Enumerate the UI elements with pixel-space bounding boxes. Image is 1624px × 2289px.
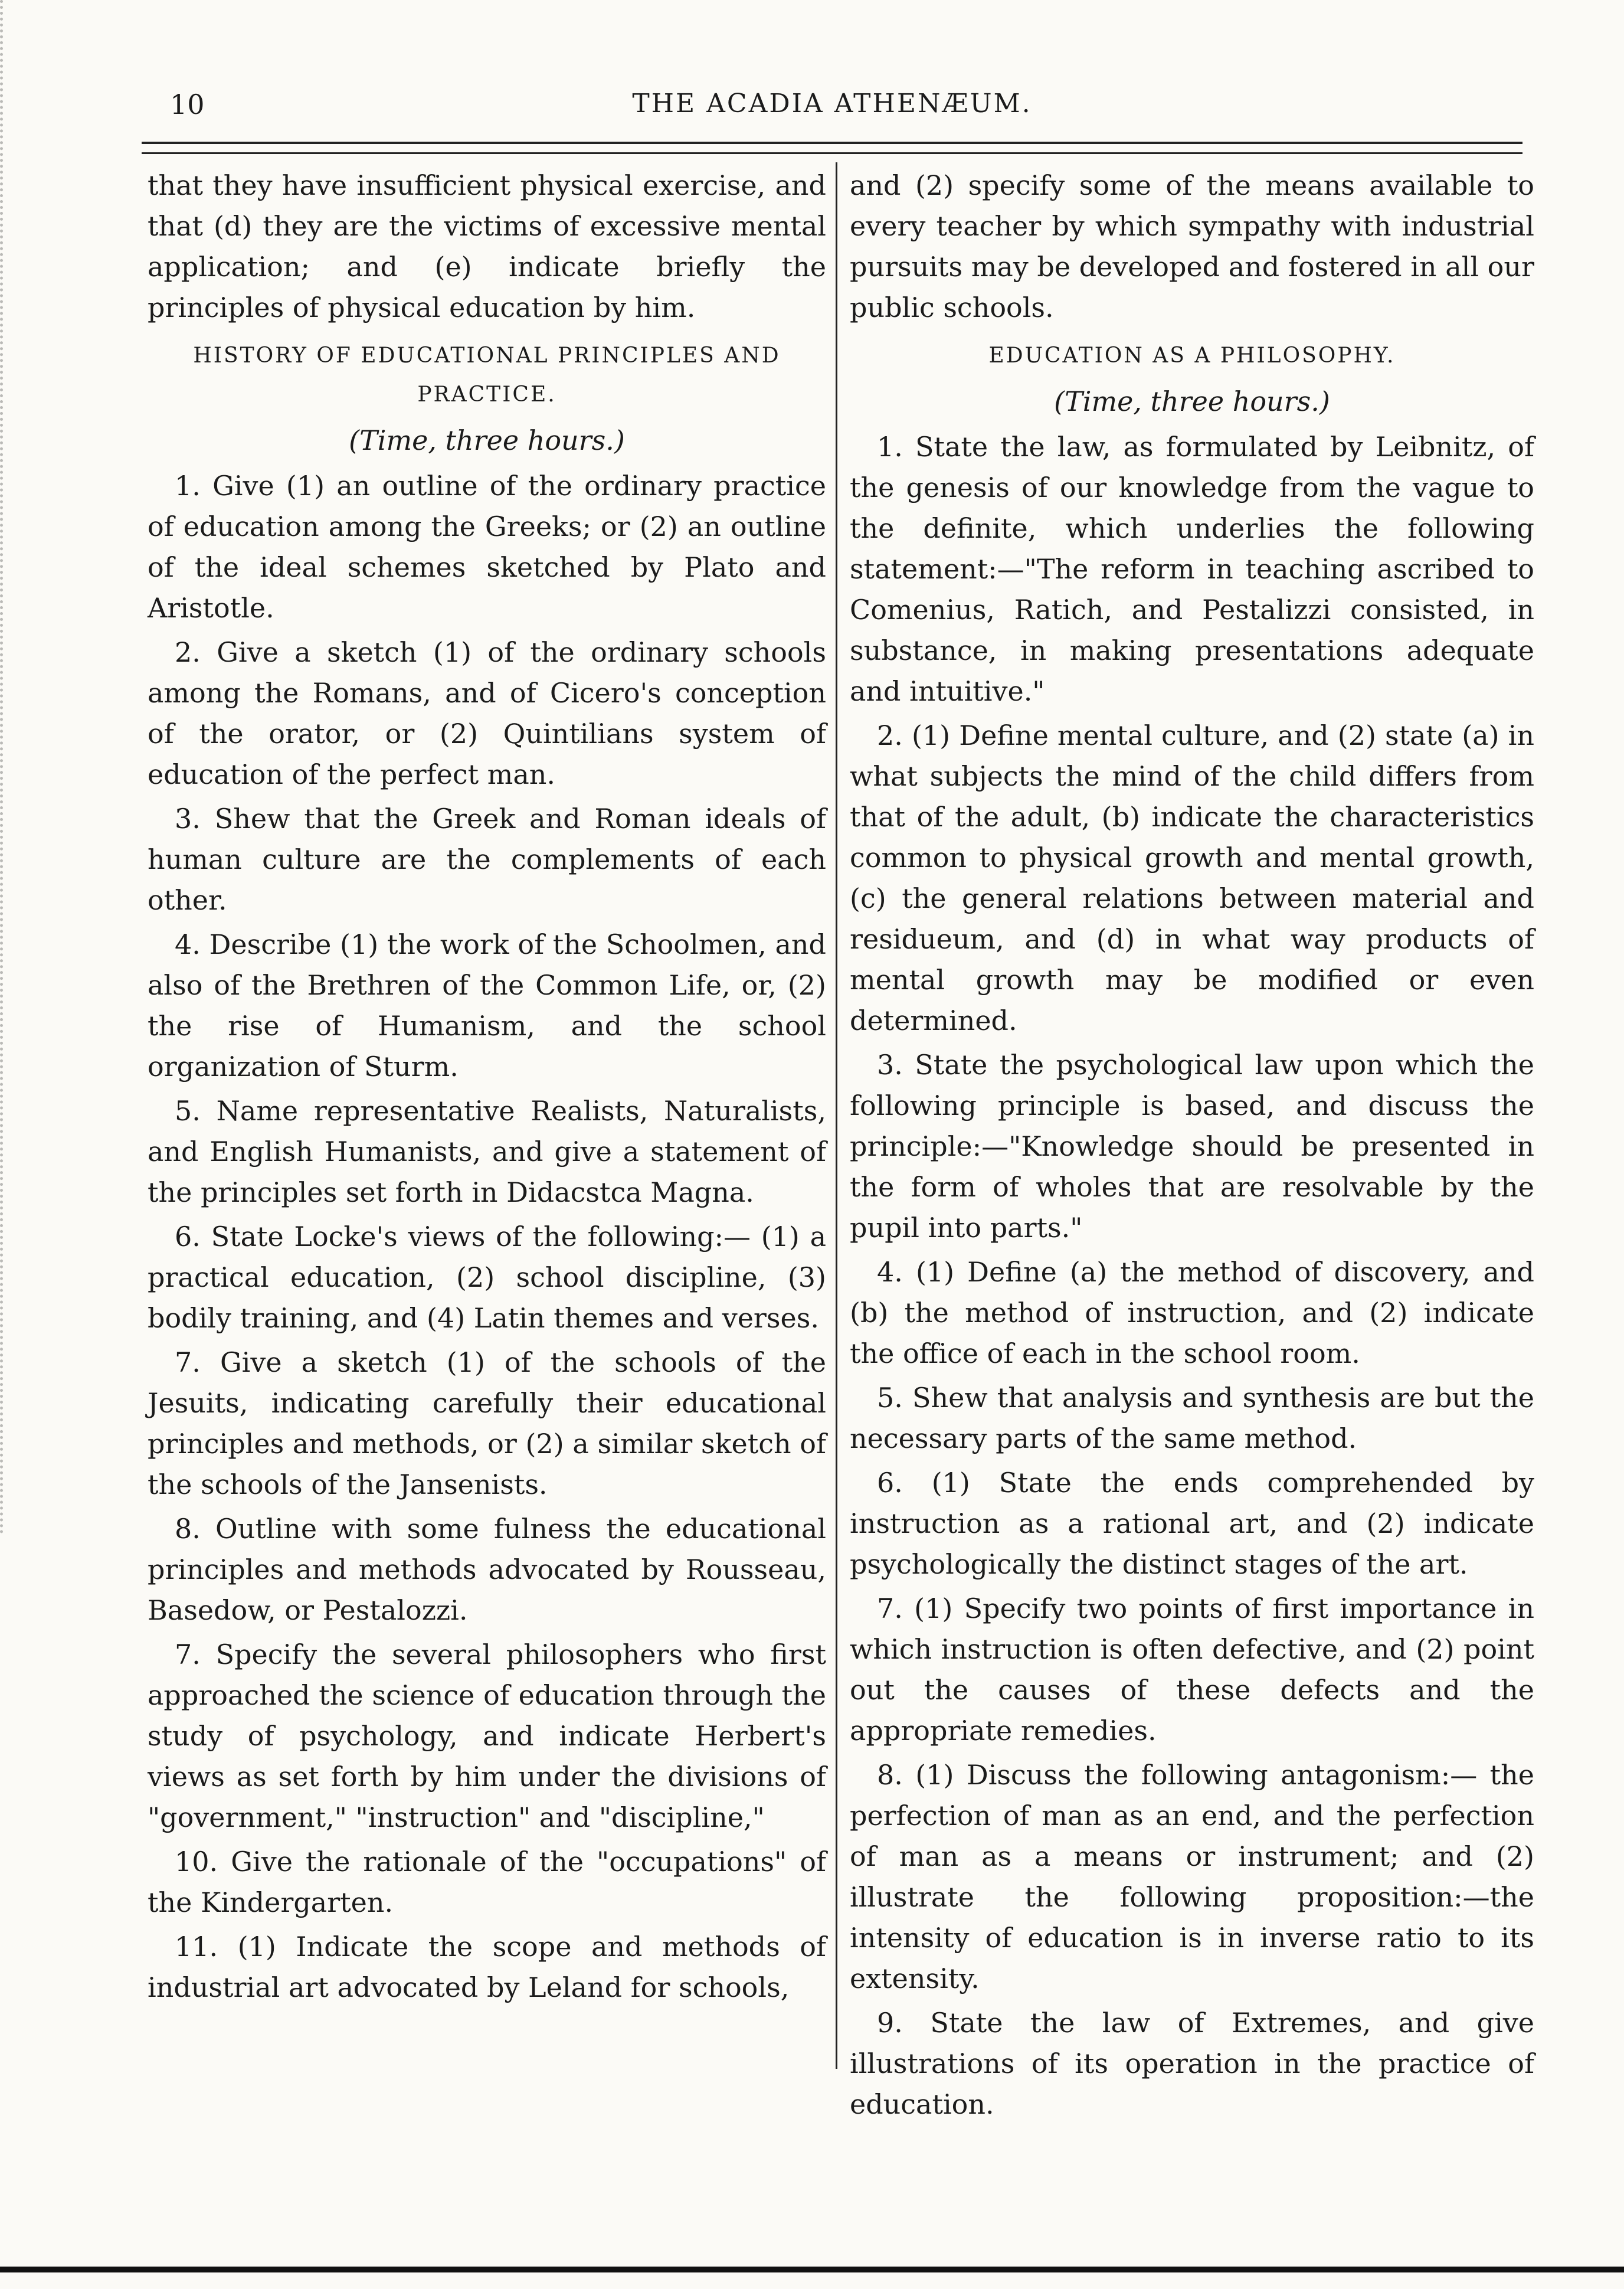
page-number: 10 xyxy=(170,89,205,120)
continued-paragraph: that they have insufficient physical exercise, and that (d) they are the victims of excessive mental application; and (e) indicate briefly the principles of physical education by him. xyxy=(148,169,826,323)
question-item: 10. Give the rationale of the "occupations" of the Kindergarten. xyxy=(148,1846,826,1918)
question-item: 2. (1) Define mental culture, and (2) state (a) in what subjects the mind of the child differs from that of the adult, (b) indicate the characteristics common to physical growth and mental growth, (c) the general relations between material and residueum, and (d) in what way products of mental growth may be modified or even determined. xyxy=(850,720,1534,1036)
section-heading-history: HISTORY OF EDUCATIONAL PRINCIPLES AND PRACTICE. xyxy=(193,344,781,407)
question-item: 7. Give a sketch (1) of the schools of the Jesuits, indicating carefully their educational principles and methods, or (2) a similar sketch of the schools of the Jansenists. xyxy=(148,1346,826,1500)
binding-edge-specks xyxy=(0,0,27,1535)
question-item: 3. Shew that the Greek and Roman ideals of human culture are the complements of each other. xyxy=(148,803,826,916)
question-item: 8. (1) Discuss the following antagonism:— the perfection of man as an end, and the perfection of man as a means or instrument; and (2) illustrate the following proposition:—the intensity of education is in inverse ratio to its extensity. xyxy=(850,1759,1534,1994)
question-item: 3. State the psychological law upon which the following principle is based, and discuss the principle:—"Knowledge should be presented in the form of wholes that are resolvable by the pupil into parts." xyxy=(850,1049,1534,1244)
continued-paragraph: and (2) specify some of the means available to every teacher by which sympathy with industrial pursuits may be developed and fostered in all our public schools. xyxy=(850,169,1534,323)
question-item: 11. (1) Indicate the scope and methods of industrial art advocated by Leland for schools, xyxy=(148,1931,826,2003)
right-column xyxy=(850,165,1534,2128)
question-item: 5. Shew that analysis and synthesis are but the necessary parts of the same method. xyxy=(850,1382,1534,1454)
question-item: 6. (1) State the ends comprehended by instruction as a rational art, and (2) indicate psychologically the distinct stages of the art. xyxy=(850,1467,1534,1580)
left-column xyxy=(148,165,826,2012)
question-item: 5. Name representative Realists, Naturalists, and English Humanists, and give a statement of the principles set forth in Didacstca Magna. xyxy=(148,1095,826,1208)
page-header xyxy=(142,89,1523,124)
section-heading-philosophy: EDUCATION AS A PHILOSOPHY. xyxy=(988,344,1396,368)
question-item: 6. State Locke's views of the following:— (1) a practical education, (2) school discipline, (3) bodily training, and (4) Latin themes and verses. xyxy=(148,1221,826,1334)
question-item: 1. Give (1) an outline of the ordinary practice of education among the Greeks; or (2) an outline of the ideal schemes sketched by Plato and Aristotle. xyxy=(148,470,826,624)
column-divider xyxy=(836,162,837,2069)
header-rule xyxy=(142,142,1523,144)
question-item: 1. State the law, as formulated by Leibnitz, of the genesis of our knowledge from the vague to the definite, which underlies the following statement:—"The reform in teaching ascribed to Comenius, Ratich, and Pestalizzi consisted, in substance, in making presentations adequate and intuitive." xyxy=(850,431,1534,707)
question-item: 7. Specify the several philosophers who first approached the science of education through the study of psychology, and indicate Herbert's views as set forth by him under the divisions of "government," "instruction" and "discipline," xyxy=(148,1639,826,1833)
running-title: THE ACADIA ATHENÆUM. xyxy=(632,89,1032,119)
header-rule-double xyxy=(142,152,1523,154)
question-item: 9. State the law of Extremes, and give illustrations of its operation in the practice of education. xyxy=(850,2007,1534,2120)
footer-rule xyxy=(0,2267,1624,2272)
question-item: 8. Outline with some fulness the educational principles and methods advocated by Rousseau, Basedow, or Pestalozzi. xyxy=(148,1513,826,1626)
question-item: 2. Give a sketch (1) of the ordinary schools among the Romans, and of Cicero's conception of the orator, or (2) Quintilians system of education of the perfect man. xyxy=(148,636,826,790)
question-item: 7. (1) Specify two points of first importance in which instruction is often defective, and (2) point out the causes of these defects and the appropriate remedies. xyxy=(850,1593,1534,1747)
question-item: 4. Describe (1) the work of the Schoolmen, and also of the Brethren of the Common Life, or, (2) the rise of Humanism, and the school organization of Sturm. xyxy=(148,928,826,1083)
question-item: 4. (1) Define (a) the method of discovery, and (b) the method of instruction, and (2) indicate the office of each in the school room. xyxy=(850,1256,1534,1369)
time-note: (Time, three hours.) xyxy=(349,424,625,456)
time-note: (Time, three hours.) xyxy=(1054,385,1330,417)
